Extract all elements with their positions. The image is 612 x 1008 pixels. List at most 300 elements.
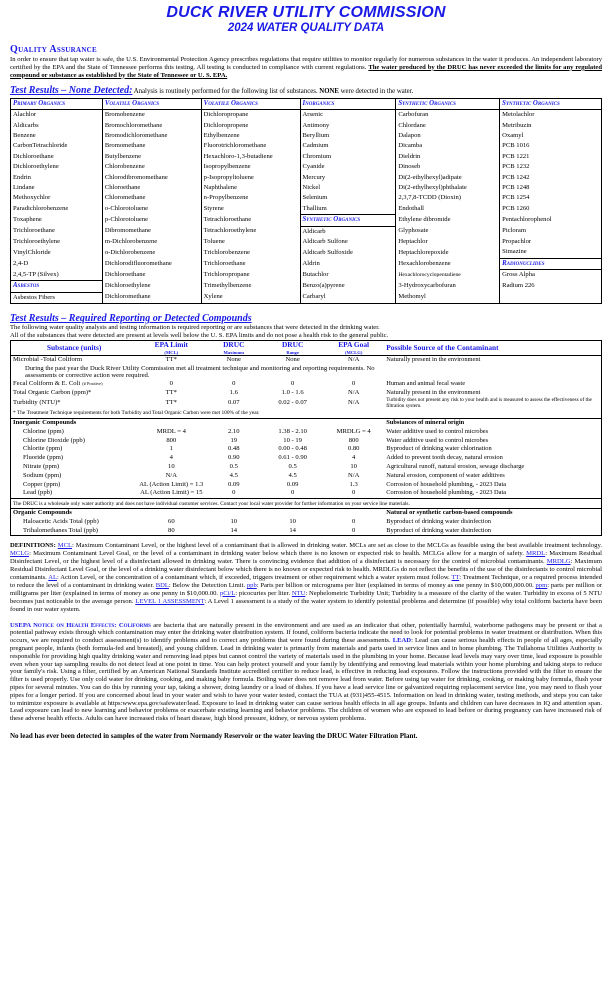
micro-row-source: Human and animal fecal waste	[386, 379, 466, 387]
nd-substance: Propachlor	[500, 237, 602, 247]
nd-substance: Fluorotrichloromethane	[201, 141, 300, 151]
micro-row-max: 0	[232, 379, 236, 387]
organic-row-limit: 60	[168, 517, 175, 525]
nd-row	[11, 237, 602, 247]
nd-substance: p-Chlorotoluene	[102, 215, 201, 226]
inorganic-row-name	[11, 428, 138, 437]
nd-substance: Benzo(a)pyrene	[300, 281, 396, 292]
organic-group	[11, 509, 602, 518]
inorganic-row-max: 0.90	[227, 454, 240, 462]
inorganic-row-limit: 1	[169, 445, 173, 453]
nd-substance: m-Dichlorobenzene	[102, 237, 201, 247]
inorganic-row-max: 19	[230, 436, 238, 444]
micro-row-goal: 0	[352, 379, 356, 387]
tt-note-text: * The Treatment Technique requirements for both Turbidity and Total Organic Carbon were met 100% of the year.	[13, 410, 260, 417]
nd-row	[11, 193, 602, 203]
nd-row	[11, 281, 602, 292]
col-druc-max	[205, 341, 262, 356]
inorganic-row-source: Natural erosion, component of water additives	[386, 471, 505, 479]
nd-substance: Dicamba	[396, 141, 500, 151]
tt-note	[11, 409, 602, 418]
nd-substance: PCB 1221	[500, 152, 602, 162]
inorganic-row-source: Corrosion of household plumbing, - 2023 Data	[386, 480, 507, 488]
micro-row-range: 0	[290, 379, 295, 387]
inorganic-row-name	[11, 437, 138, 446]
nd-substance: Hexachlorocyclopentadiene	[396, 270, 500, 281]
organic-row-goal: 0	[352, 517, 356, 525]
nd-substance: Bromochloromethane	[102, 121, 201, 131]
nd-row	[11, 226, 602, 237]
usepa-lead-label: LEAD	[392, 637, 412, 645]
inorganic-row-goal: 4	[352, 454, 356, 462]
nd-substance: Chlorodibromomethane	[102, 173, 201, 183]
nd-substance: CarbonTetrachloride	[11, 141, 103, 151]
micro-row-name	[11, 389, 138, 398]
nd-row	[11, 173, 602, 183]
def-ppb: ppb	[246, 581, 257, 589]
nd-substance: Cyanide	[300, 162, 396, 172]
nd-substance: Asbestos Fibers	[11, 292, 103, 303]
micro-row-label: Fecal Coliform & E. Coli	[13, 379, 81, 387]
inorganic-row-label: Fluoride (ppm)	[23, 454, 64, 462]
inorganic-row-goal: 0.80	[347, 445, 360, 453]
nd-column-header: Synthetic Organics	[396, 98, 500, 109]
coliform-source: Naturally present in the environment	[386, 355, 481, 363]
coliform-range: None	[285, 355, 300, 363]
inorganic-row-limit: AL (Action Limit) = 1.3	[139, 480, 204, 488]
nd-substance: Dichloroethylene	[102, 281, 201, 292]
nd-row	[11, 162, 602, 172]
inorganic-row-range: 0.5	[288, 463, 297, 471]
usepa-coliforms-label: Coliforms	[118, 621, 151, 629]
nd-substance: Carbaryl	[300, 292, 396, 303]
detected-table-header	[11, 341, 602, 356]
inorganic-row-range: 10 - 19	[283, 436, 302, 444]
nd-substance: Di(2-ethylhexyl)adipate	[396, 173, 500, 183]
detected-intro-2: All of the substances that were detected are present at levels well below the U. S. EPA limits and do not pose a health risk to the general public.	[10, 331, 389, 339]
inorganic-row-source: Water additive used to control microbes	[386, 427, 489, 435]
def-al-text: : Action Level, or the concentration of a contaminant which, if exceeded, triggers treatment or other requirement which a water system must follow.	[57, 574, 452, 582]
nd-substance: Gross Alpha	[500, 270, 602, 281]
inorganic-row-label: Chlorine Dioxide (ppb)	[23, 436, 85, 444]
coliform-note-spacer	[384, 365, 601, 380]
organic-group-source-label: Natural or synthetic carbon-based compounds	[384, 509, 601, 518]
def-ntu: NTU	[291, 589, 306, 597]
def-pcil-text: : picocuries per liter.	[235, 589, 292, 597]
report-title: DUCK RIVER UTILITY COMMISSION	[166, 4, 446, 21]
nd-substance: 2,4-D	[11, 258, 103, 269]
nd-substance: Dichloropropene	[201, 121, 300, 131]
micro-row-sub: (# Positive)	[82, 380, 103, 386]
qa-emphasis: The water produced by the DRUC has never exceeded the limits for any regulated compound or substance as established by the State of Tennessee or U. S. EPA.	[10, 63, 602, 79]
def-pcil: pCi/L	[219, 589, 236, 597]
nd-row	[11, 141, 602, 151]
qa-body: In order to ensure that tap water is safe, the U.S. Environmental Protection Agency prescribes regulations that require utilities to monitor regularly for numerous substances in the water it produces. An independent laboratory certified by the EPA and the State of Tennessee performs this testing. All testing is conducted in compliance with current regulations.	[10, 56, 602, 71]
inorganic-row-label: Chlorine (ppm)	[23, 427, 64, 435]
nd-substance: Aldicarb Sulfoxide	[300, 247, 396, 258]
nd-substance: Bromomethane	[102, 141, 201, 151]
def-tt-text: : Treatment Technique, or a required process intended to reduce the level of a contaminant in drinking water.	[10, 574, 603, 589]
organic-row-max: 14	[230, 526, 238, 534]
usepa-lead-text: : Lead can cause serious health effects in people of all ages, especially pregnant people, infants (both formula-fed and breasted), and young children. Lead in drinking water is primarily from materials and parts used in service lines and in home plumbing. The Tullahoma Utilities Authority is responsible for providing high quality drinking water and removing lead pipes but cannot control the variety of materials used in the plumbing in your home. Because lead levels may vary over time, lead exposure is possible even when your tap sampling results do not detect lead at one point in time. You can help protect yourself and your family by identifying and removing lead materials within your home plumbing and taking steps to reduce your family's risk. Using a filter, certified by an American National Standards Institute accredited certifier to reduce lead, is effective in reducing lead exposures. Follow the instructions provided with the filter to ensure the filter is used properly. Use only cold water for drinking, cooking, and making baby formula. Boiling water does not remove lead from water. Before using tap water for drinking, cooking, or making baby formula, flush your pipes for several minutes. You can do this by running your tap, taking a shower, doing laundry or a load of dishes. If you have a lead service line or galvanized requiring replacement service line, you may need to flush your pipes for a longer period. If you are concerned about lead in your water and wish to have your water tested, contact the TUA at (931)455-4515. Information on lead in drinking water, testing methods, and steps you can take to minimize exposure is available at https:www.epa.gov/safewater/lead. Exposure to lead in drinking water can cause serious health effects in all age groups. Infants and children can have decreases in IQ and attention span. Lead exposure can lead to new learning and behavior problems or exacerbate existing learning and behavior problems. The children of women who are exposed to lead before or during pregnancy can have increased risk of these adverse health effects. Adults can have increased risks of heart disease, high blood pressure, kidney, or nervous system problems.	[10, 637, 602, 723]
inorganic-row-label: Chlorite (ppm)	[23, 445, 63, 453]
inorganic-row-label: Lead (ppb)	[23, 489, 53, 497]
col-epa-goal-sub: (MCLG)	[345, 349, 363, 355]
nd-substance: Dibromomethane	[102, 226, 201, 237]
def-mclg-text: : Maximum Contaminant Level Goal, or the level of a contaminant in drinking water below which there is no known or expected risk to health. MCLGs allow for a margin of safety.	[29, 550, 527, 558]
col-epa-limit-sub: (MCL)	[164, 349, 179, 355]
inorganic-row-source: Agricultural runoff, natural erosion, sewage discharge	[386, 463, 525, 471]
inorganic-row-label: Sodium (ppm)	[23, 471, 62, 479]
def-mcl-text: : Maximum Contaminant Level, or the highest level of a contaminant that is allowed in drinking water. MCLs are set as close to the MCLGs as feasible using the best available treatment technology.	[72, 542, 602, 550]
nd-substance: Glyphosate	[396, 226, 500, 237]
def-mrdl-text: : Maximum Residual Disinfectant Level, or the highest level of a disinfectant allowed in drinking water. There is convincing evidence that addition of a disinfectant is necessary for the control of microbial contaminants.	[10, 550, 602, 566]
nd-substance: PCB 1248	[500, 183, 602, 193]
micro-row-limit: 0	[169, 379, 173, 387]
def-ppm: ppm	[535, 581, 548, 589]
inorganic-row-max: 0	[232, 489, 236, 497]
nd-substance: Chloroethane	[102, 183, 201, 193]
coliform-limit: TT*	[165, 355, 177, 363]
definitions-label: DEFINITIONS:	[10, 542, 56, 550]
inorganic-group	[11, 419, 602, 428]
nd-substance: Di(2-ethylhexyl)phthalate	[396, 183, 500, 193]
col-epa-goal-label: EPA Goal	[338, 340, 370, 350]
nd-substance: PCB 1242	[500, 173, 602, 183]
nd-intro-b: NONE	[319, 87, 339, 95]
nd-substance: Trimethylbenzene	[201, 281, 300, 292]
nd-substance: Metribuzin	[500, 121, 602, 131]
nd-substance: Picloram	[500, 226, 602, 237]
inorganic-row-range: 0	[290, 489, 295, 497]
inorganic-row-name	[11, 472, 138, 481]
nd-substance: Bromodichloromethane	[102, 131, 201, 141]
inorganic-row-limit: AL (Action Limit) = 15	[140, 489, 203, 497]
inorganic-row-max: 4.5	[229, 471, 238, 479]
col-epa-limit-label: EPA Limit	[154, 340, 188, 350]
usepa-coliforms-text: are bacteria that are naturally present in the environment and are used as an indicator that other, potentially harmful, waterborne pathogens may be present or that a potential pathway exists through which contamination may enter the drinking water distribution system. If found, coliform bacteria indicate the need to look for potential problems in water treatment or distribution. When this occurs, we are required to conduct assessment(s) to identify problems and to correct any problems that were found during these assessments.	[10, 621, 602, 645]
inorganic-row-max: 0.5	[229, 463, 238, 471]
def-mrdlg-text: : Maximum Residual Disinfectant Level Goal, or the level of a drinking water disinfectant below which there is no known or expected risk to health. MRDLGs do not reflect the benefits of the use of the disinfectants to control microbial contaminants.	[10, 558, 602, 582]
nd-substance: Methoxychlor	[11, 193, 103, 203]
nd-substance: Dinoseb	[396, 162, 500, 172]
inorganic-row-goal: 0	[352, 489, 356, 497]
organic-row-name	[11, 527, 138, 536]
inorganic-row-name	[11, 489, 138, 498]
def-mrdlg: MRDLG	[546, 558, 571, 566]
nd-substance: Bromobenzene	[102, 110, 201, 121]
coliform-goal: N/A	[348, 355, 360, 363]
micro-row-label: Turbidity (NTU)*	[13, 398, 61, 406]
definitions	[10, 542, 602, 613]
nd-substance: Benzene	[11, 131, 103, 141]
def-level1: LEVEL 1 ASSESSMENT	[135, 597, 205, 605]
nd-substance: Mercury	[300, 173, 396, 183]
nd-column-header: Asbestos	[11, 281, 103, 292]
nd-column-header: Primary Organics	[11, 98, 103, 109]
nd-substance: Styrene	[201, 204, 300, 215]
nd-substance: Pentachlorophenol	[500, 215, 602, 226]
nd-column-header: Volatile Organics	[102, 98, 201, 109]
wholesale-note	[11, 499, 602, 509]
nd-empty-cell	[500, 292, 602, 303]
organic-row-limit: 80	[168, 526, 175, 534]
organic-row	[11, 518, 602, 527]
micro-row-name	[11, 380, 138, 389]
col-druc-range	[262, 341, 323, 356]
micro-row-goal: N/A	[348, 398, 360, 406]
nd-intro-a: Analysis is routinely performed for the following list of substances.	[132, 87, 320, 95]
nd-intro-c: were detected in the water.	[338, 87, 414, 95]
nd-substance: Xylene	[201, 292, 300, 303]
nd-substance: PCB 1260	[500, 204, 602, 215]
nd-substance: Nickel	[300, 183, 396, 193]
micro-row	[11, 397, 602, 409]
nd-substance: Radium 226	[500, 281, 602, 292]
inorganic-group-source-label: Substances of mineral origin	[384, 419, 601, 428]
nd-substance: 3-Hydroxycarbofuran	[396, 281, 500, 292]
inorganic-group-label: Inorganic Compounds	[11, 419, 385, 428]
inorganic-row-label: Nitrate (ppm)	[23, 463, 60, 471]
report-page	[10, 0, 602, 740]
micro-row-limit: TT*	[165, 388, 177, 396]
nd-substance: Toluene	[201, 237, 300, 247]
col-druc-max-label: DRUC	[223, 340, 245, 350]
nd-substance: Toxaphene	[11, 215, 103, 226]
nd-substance: Isopropylbenzene	[201, 162, 300, 172]
nd-substance: Alachlor	[11, 110, 103, 121]
def-mclg: MCLG	[10, 550, 30, 558]
inorganic-row-source: Water additive used to control microbes	[386, 436, 489, 444]
inorganic-row-range: 0.61 - 0.90	[278, 454, 307, 462]
inorganic-row-name	[11, 445, 138, 454]
inorganic-row	[11, 481, 602, 490]
nd-row	[11, 247, 602, 258]
def-ppb-text: : Parts per billion or micrograms per liter (explained in terms of money as one penny in $10,000,000.00.	[256, 581, 536, 589]
nd-substance: Dalapon	[396, 131, 500, 141]
nd-substance: Endrin	[11, 173, 103, 183]
wholesale-note-text: The DRUC is a wholesale only water authority and does not have individual customer services. Contact your local water provider for further information on your service line materials.	[11, 499, 602, 509]
nd-substance: Dichlorodifluoromethane	[102, 258, 201, 269]
nd-substance: Butachlor	[300, 270, 396, 281]
nd-substance: Trichlorobenzene	[201, 247, 300, 258]
nd-substance: Dichloropropane	[201, 110, 300, 121]
coliform-note-row	[11, 365, 602, 380]
nd-substance: Arsenic	[300, 110, 396, 121]
quality-assurance-text	[10, 56, 602, 80]
inorganic-row	[11, 445, 602, 454]
nd-substance: Ethylene dibromide	[396, 215, 500, 226]
micro-row-limit: TT*	[165, 398, 177, 406]
nd-substance: Heptachlorepoxide	[396, 247, 500, 258]
nd-substance: Antimony	[300, 121, 396, 131]
nd-substance: Dichloromethane	[102, 292, 201, 303]
micro-row-source: Naturally present in the environment	[386, 388, 481, 396]
nd-substance: PCB 1232	[500, 162, 602, 172]
organic-row-label: Trihalomethanes Total (ppb)	[23, 526, 98, 534]
detected-heading-line	[10, 311, 602, 324]
nd-substance: Lindane	[11, 183, 103, 193]
micro-row-max: 0.07	[227, 398, 240, 406]
none-detected-heading: Test Results – None Detected:	[10, 84, 133, 96]
inorganic-row-limit: N/A	[165, 471, 177, 479]
organic-row-max: 10	[230, 517, 238, 525]
nd-substance: Aldicarb	[300, 226, 396, 237]
nd-row	[11, 98, 602, 109]
def-mrdl: MRDL	[526, 550, 546, 558]
nd-substance: Aldrin	[300, 258, 396, 269]
nd-row	[11, 204, 602, 215]
nd-row	[11, 110, 602, 121]
col-epa-limit	[137, 341, 205, 356]
def-bdl: BDL	[155, 581, 169, 589]
nd-substance: Tetrachloroethane	[201, 215, 300, 226]
def-ntu-text: : Nephelometric Turbidity Unit; Turbidity is a measure of the clarity of the water. Turbidity in excess of 5 NTU becomes just noticeable to the average person.	[10, 589, 603, 605]
nd-substance: Metolachlor	[500, 110, 602, 121]
micro-row-range: 1.0 - 1.6	[281, 388, 304, 396]
nd-substance: n-Propylbenzene	[201, 193, 300, 203]
nd-substance: Tetrachloroethylene	[201, 226, 300, 237]
inorganic-row-limit: 10	[168, 463, 175, 471]
nd-substance: Oxamyl	[500, 131, 602, 141]
nd-substance: Dichloroethylene	[11, 162, 103, 172]
micro-row	[11, 380, 602, 389]
nd-substance: Trichloroethane	[11, 226, 103, 237]
organic-row-source: Byproduct of drinking water disinfection	[386, 517, 491, 525]
detected-heading: Test Results – Required Reporting or Detected Compounds	[10, 312, 252, 324]
coliform-note: During the past year the Duck River Utility Commission met all treatment technique and monitoring and reporting requirements. No assessments or corrective action were required.	[25, 364, 375, 380]
inorganic-row-limit: 4	[169, 454, 173, 462]
organic-group-label: Organic Compounds	[11, 509, 385, 518]
inorganic-row	[11, 463, 602, 472]
detected-table	[10, 340, 602, 536]
inorganic-row	[11, 437, 602, 446]
organic-row-label: Haloacetic Acids Total (ppb)	[23, 517, 99, 525]
col-substance-label: Substance (units)	[46, 342, 102, 352]
inorganic-row-max: 0.09	[227, 480, 240, 488]
micro-row-max: 1.6	[229, 388, 238, 396]
nd-row	[11, 152, 602, 162]
nd-substance: PCB 1254	[500, 193, 602, 203]
col-epa-goal	[323, 341, 384, 356]
inorganic-row	[11, 472, 602, 481]
nd-substance: Thallium	[300, 204, 396, 215]
inorganic-row	[11, 489, 602, 498]
nd-row	[11, 121, 602, 131]
nd-row	[11, 258, 602, 269]
def-mcl: MCL	[57, 542, 73, 550]
col-source-label: Possible Source of the Contaminant	[386, 342, 499, 352]
col-source	[384, 341, 601, 356]
nd-substance: Cadmium	[300, 141, 396, 151]
inorganic-row-range: 0.09	[286, 480, 299, 488]
col-substance	[11, 341, 138, 356]
nd-substance: Aldicarb Sulfone	[300, 237, 396, 247]
coliform-name: Microbial -Total Coliform	[13, 355, 83, 363]
nd-substance: Endothall	[396, 204, 500, 215]
nd-substance: Chlorobenzene	[102, 162, 201, 172]
organic-row-name	[11, 518, 138, 527]
nd-substance: o-Dichlorobenzene	[102, 247, 201, 258]
col-druc-max-sub: Maximum	[223, 349, 244, 355]
inorganic-row	[11, 454, 602, 463]
nd-substance: Trichloroethylene	[11, 237, 103, 247]
organic-row-goal: 0	[352, 526, 356, 534]
nd-substance: VinylChloride	[11, 247, 103, 258]
nd-substance: Selenium	[300, 193, 396, 203]
micro-row	[11, 389, 602, 398]
nd-substance: Chlordane	[396, 121, 500, 131]
nd-substance: Hexachlorobenzene	[396, 258, 500, 269]
nd-substance: p-Isopropyltoluene	[201, 173, 300, 183]
inorganic-row-source: Corrosion of household plumbing, - 2023 Data	[386, 489, 507, 497]
nd-substance: Dichloroethane	[102, 270, 201, 281]
none-detected-table	[10, 98, 602, 304]
col-druc-range-sub: Range	[286, 349, 299, 355]
nd-substance: Simazine	[500, 247, 602, 258]
inorganic-row-range: 0.00 - 0.48	[278, 445, 307, 453]
inorganic-row-limit: MRDL = 4	[156, 427, 186, 435]
nd-substance: Chromium	[300, 152, 396, 162]
organic-row-range: 10	[289, 517, 296, 525]
quality-assurance-heading: Quality Assurance	[10, 44, 98, 55]
micro-row-label: Total Organic Carbon (ppm)*	[13, 388, 92, 396]
detected-intro-1: The following water quality analysis and testing information is required reporting or are substances that were detected in the drinking water.	[10, 323, 380, 331]
inorganic-row-goal: 10	[350, 463, 357, 471]
nd-substance: Beryllium	[300, 131, 396, 141]
organic-row-source: Byproduct of drinking water disinfection	[386, 526, 491, 534]
inorganic-row-goal: N/A	[348, 471, 360, 479]
nd-row	[11, 292, 602, 303]
def-al: AL	[48, 574, 58, 582]
def-level1-text: : A Level 1 assessment is a study of the water system to identify potential problems and determine (if possible) why total coliform bacteria have been found in our water system.	[10, 597, 603, 613]
inorganic-row-name	[11, 481, 138, 490]
inorganic-row-max: 2.10	[227, 427, 240, 435]
nd-row	[11, 270, 602, 281]
inorganic-row-source: Byproduct of drinking water chlorination	[386, 445, 492, 453]
nd-substance: Hexachloro-1,3-butadiene	[201, 152, 300, 162]
inorganic-row-range: 4.5	[288, 471, 297, 479]
nd-row	[11, 131, 602, 141]
nd-substance: PCB 1016	[500, 141, 602, 151]
nd-substance: Aldicarbs	[11, 121, 103, 131]
micro-row-name	[11, 397, 138, 409]
nd-substance: 2,3,7,8-TCDD (Dioxin)	[396, 193, 500, 203]
nd-substance: Paradichlorobenzene	[11, 204, 103, 215]
nd-row	[11, 215, 602, 226]
nd-substance: Butylbenzene	[102, 152, 201, 162]
report-subtitle: 2024 WATER QUALITY DATA	[227, 22, 385, 34]
inorganic-row-goal: 1.3	[349, 480, 358, 488]
final-statement: No lead has ever been detected in samples of the water from Normandy Reservoir or the water leaving the DRUC Water Filtration Plant.	[10, 731, 418, 740]
nd-column-header: Radionuclides	[500, 258, 602, 269]
nd-substance: Naphthalene	[201, 183, 300, 193]
nd-substance: Ethylbenzene	[201, 131, 300, 141]
nd-substance: 2,4,5-TP (Silvex)	[11, 270, 103, 281]
def-bdl-text: : Below the Detection Limit.	[168, 581, 247, 589]
col-druc-range-label: DRUC	[281, 340, 304, 350]
organic-row	[11, 527, 602, 536]
micro-row-goal: N/A	[348, 388, 360, 396]
def-ppm-text: : parts per million or milligrams per liter (explained in terms of money as one penny in $10,000.00.	[10, 581, 602, 597]
inorganic-row-limit: 800	[166, 436, 177, 444]
usepa-label: USEPA Notice on Health Effects:	[10, 621, 117, 629]
usepa-notice	[10, 622, 602, 723]
nd-substance: Trichloroethane	[201, 258, 300, 269]
nd-substance: Dichloroethane	[11, 152, 103, 162]
coliform-max: None	[226, 355, 241, 363]
nd-substance: Chloromethane	[102, 193, 201, 203]
